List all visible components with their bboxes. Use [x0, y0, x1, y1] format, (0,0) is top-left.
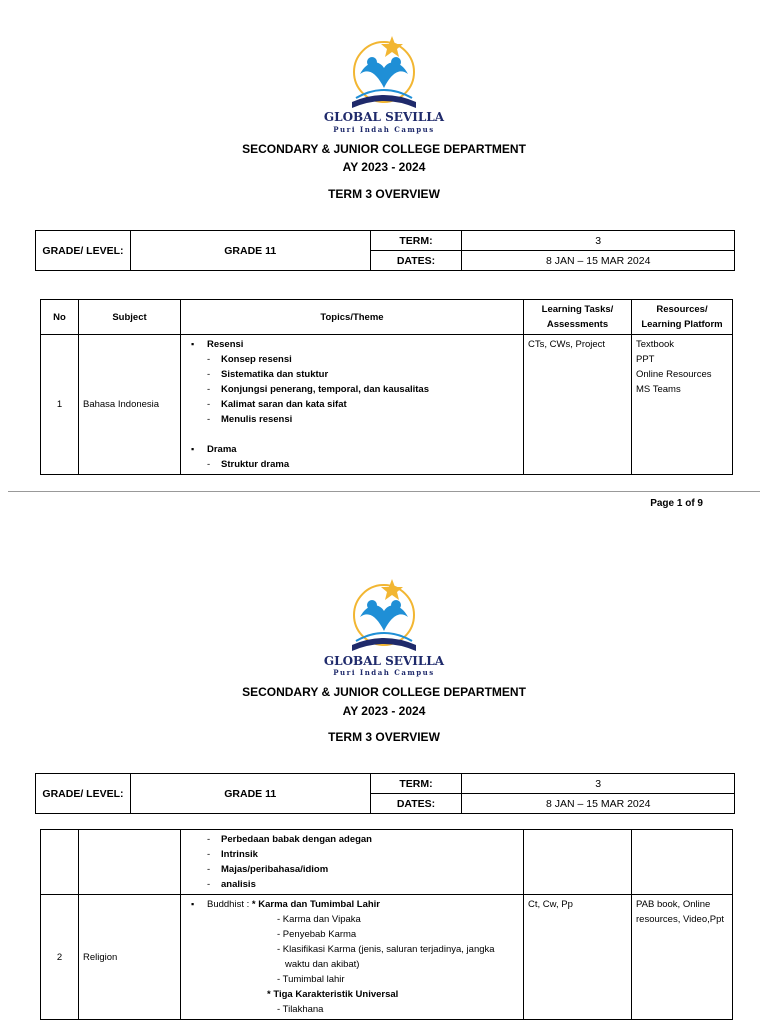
- list-item: - Karma dan Vipaka: [277, 914, 361, 925]
- term-label: TERM:: [370, 231, 462, 251]
- resource-item: PPT: [636, 354, 655, 365]
- dates-value: 8 JAN – 15 MAR 2024: [462, 251, 735, 271]
- grade-table: [35, 773, 735, 814]
- resource-item: Textbook: [636, 339, 675, 350]
- list-item: - Intrinsik: [221, 847, 519, 862]
- row-tasks: Ct, Cw, Pp: [524, 895, 632, 1020]
- dates-value: 8 JAN – 15 MAR 2024: [462, 794, 735, 814]
- department-title: SECONDARY & JUNIOR COLLEGE DEPARTMENT: [242, 685, 526, 699]
- row-subject: Bahasa Indonesia: [79, 335, 181, 475]
- col-tasks-line1: Learning Tasks/: [541, 304, 614, 315]
- list-item: - Tilakhana: [277, 1004, 324, 1015]
- school-name: GLOBAL SEVILLA: [323, 654, 445, 668]
- grade-value: GRADE 11: [130, 231, 370, 271]
- term-value: 3: [462, 231, 735, 251]
- row-topics: [181, 895, 524, 1020]
- table-row: [41, 830, 733, 895]
- overview-table-continued: [40, 829, 733, 1020]
- dates-label: DATES:: [370, 251, 462, 271]
- grade-label: GRADE/ LEVEL:: [36, 774, 131, 814]
- list-item: - Penyebab Karma: [277, 929, 357, 940]
- col-no: No: [41, 300, 79, 335]
- resource-item: MS Teams: [636, 384, 681, 395]
- list-item: waktu dan akibat): [285, 959, 360, 970]
- col-subject: Subject: [79, 300, 181, 335]
- row-topics-continued: [181, 830, 524, 895]
- list-item: - Sistematika dan stuktur: [221, 367, 519, 382]
- list-item: - Majas/peribahasa/idiom: [221, 862, 519, 877]
- term-value: 3: [462, 774, 735, 794]
- school-campus: Puri Indah Campus: [333, 668, 435, 677]
- academic-year: AY 2023 - 2024: [342, 704, 426, 718]
- list-item: - analisis: [221, 877, 519, 892]
- department-title: SECONDARY & JUNIOR COLLEGE DEPARTMENT: [242, 142, 526, 156]
- academic-year: AY 2023 - 2024: [342, 160, 426, 174]
- grade-value: GRADE 11: [130, 774, 370, 814]
- topic-resensi: ▪ Resensi - Konsep resensi - Sistematika dan stuktur - Konjungsi penerang, temporal, dan kausalitas - Kalimat saran dan kata sifat - Menulis resensi: [207, 337, 519, 427]
- school-name: GLOBAL SEVILLA: [323, 110, 445, 124]
- list-item: - Struktur drama: [221, 457, 519, 472]
- list-item: - Konsep resensi: [221, 352, 519, 367]
- col-resources-line2: Learning Platform: [641, 319, 723, 330]
- list-item: - Klasifikasi Karma (jenis, saluran terjadinya, jangka: [277, 944, 495, 955]
- topic-drama: ▪ Drama - Struktur drama: [207, 442, 519, 472]
- col-resources-line1: Resources/: [656, 304, 708, 315]
- col-tasks-line2: Assessments: [546, 319, 609, 330]
- term-label: TERM:: [370, 774, 462, 794]
- list-item: - Kalimat saran dan kata sifat: [221, 397, 519, 412]
- row-tasks: CTs, CWs, Project: [524, 335, 632, 475]
- dates-label: DATES:: [370, 794, 462, 814]
- resource-item: Online Resources: [636, 369, 712, 380]
- topic-tiga: * Tiga Karakteristik Universal: [267, 989, 399, 1000]
- page-number: Page 1 of 9: [650, 498, 703, 509]
- term-overview-title: TERM 3 OVERVIEW: [328, 730, 440, 744]
- col-topics: Topics/Theme: [181, 300, 524, 335]
- list-item: - Konjungsi penerang, temporal, dan kausalitas: [221, 382, 519, 397]
- row-no: 1: [41, 335, 79, 475]
- term-overview-title: TERM 3 OVERVIEW: [328, 187, 440, 201]
- list-item: - Menulis resensi: [221, 412, 519, 427]
- grade-label: GRADE/ LEVEL:: [36, 231, 131, 271]
- list-item: - Tumimbal lahir: [277, 974, 345, 985]
- table-row: [41, 895, 733, 1020]
- row-no: 2: [41, 895, 79, 1020]
- school-campus: Puri Indah Campus: [333, 125, 435, 134]
- row-subject: Religion: [79, 895, 181, 1020]
- topic-buddhist: ▪ Buddhist : * Karma dan Tumimbal Lahir: [207, 897, 519, 912]
- row-resources: PAB book, Online resources, Video,Ppt: [632, 895, 733, 1020]
- list-item: - Perbedaan babak dengan adegan: [221, 832, 519, 847]
